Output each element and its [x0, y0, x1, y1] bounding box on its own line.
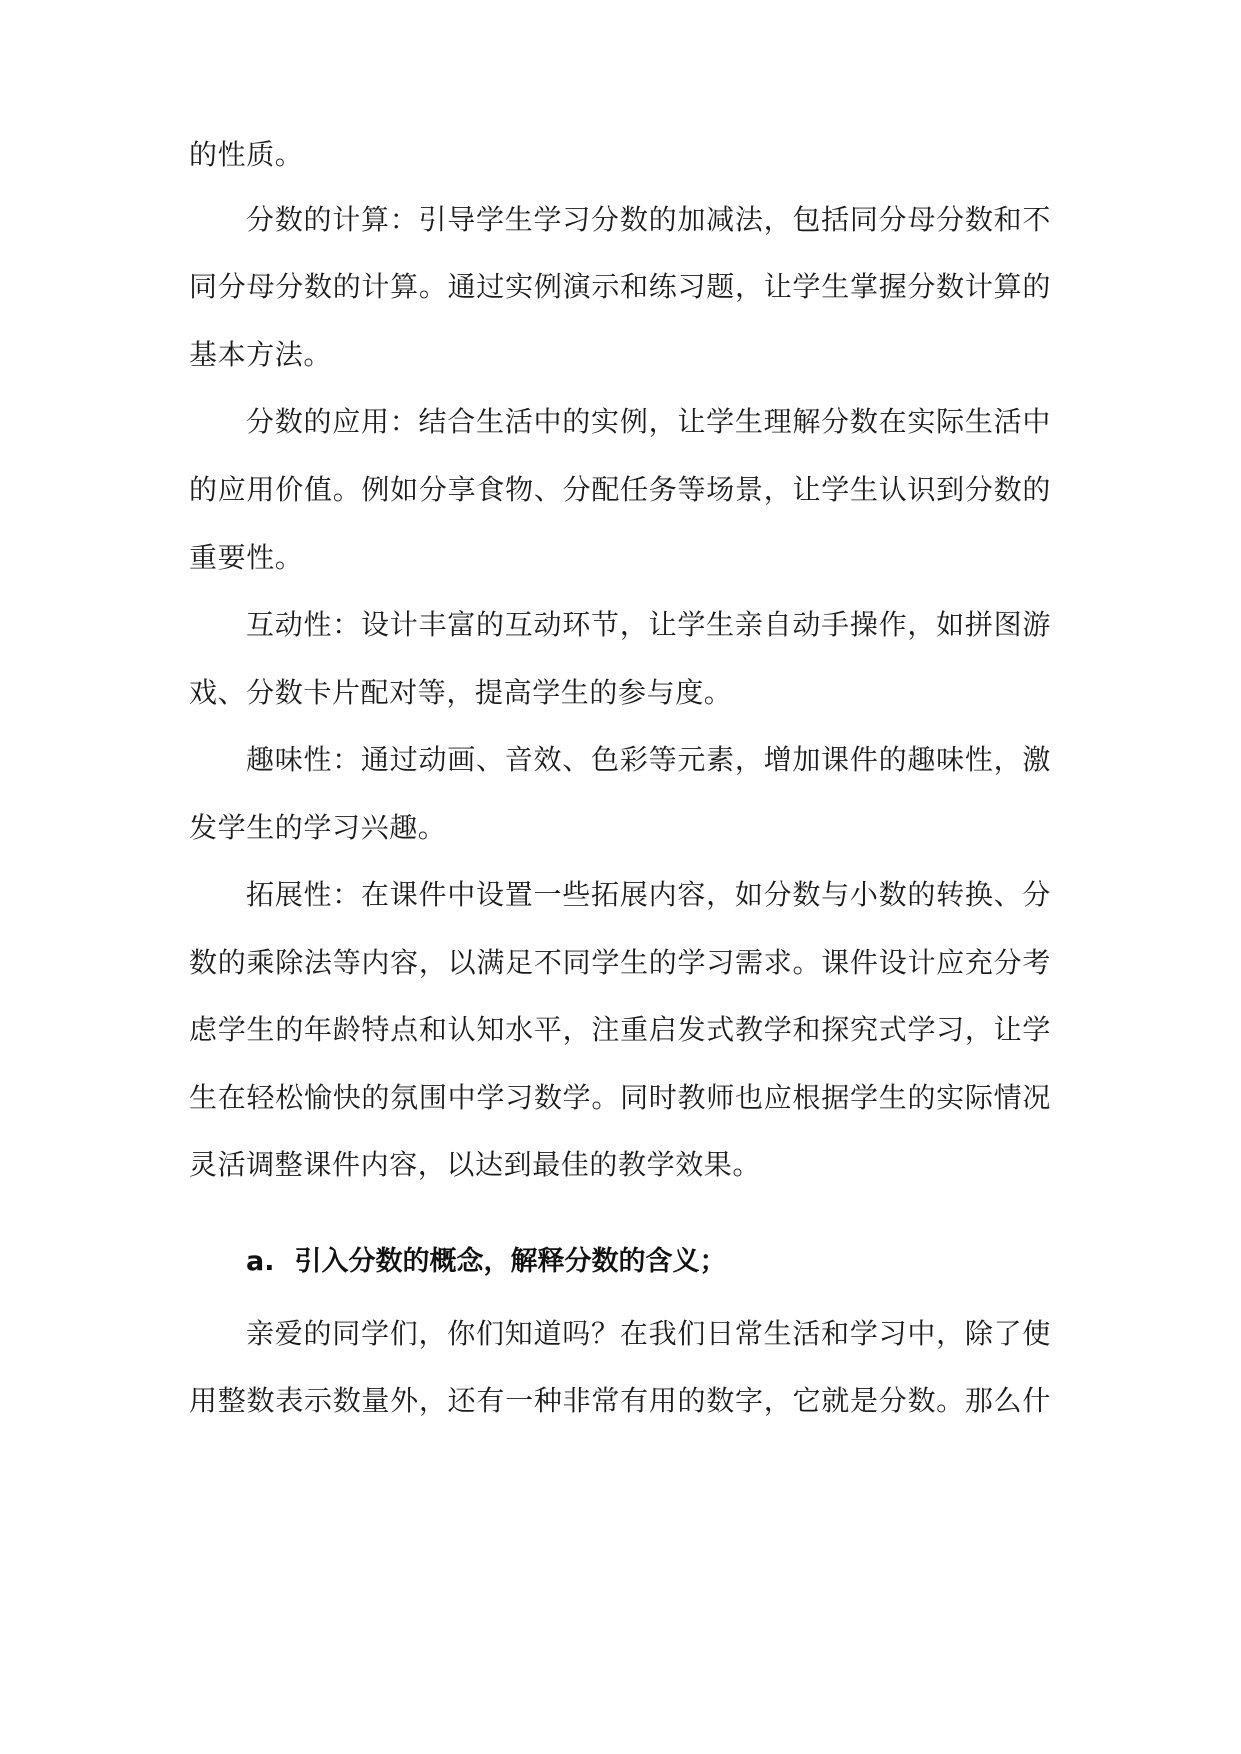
paragraph-line: 亲爱的同学们，你们知道吗？在我们日常生活和学习中，除了使	[246, 1317, 1051, 1350]
paragraph-line: 的性质。	[189, 138, 304, 171]
paragraph-line: 虑学生的年龄特点和认知水平，注重启发式教学和探究式学习，让学	[189, 1013, 1051, 1046]
paragraph-line: 分数的计算：引导学生学习分数的加减法，包括同分母分数和不	[246, 203, 1051, 236]
paragraph-line: 数的乘除法等内容，以满足不同学生的学习需求。课件设计应充分考	[189, 946, 1051, 979]
paragraph-line: 互动性：设计丰富的互动环节，让学生亲自动手操作，如拼图游	[246, 608, 1051, 641]
paragraph-line: 用整数表示数量外，还有一种非常有用的数字，它就是分数。那么什	[189, 1384, 1051, 1417]
paragraph-line: 同分母分数的计算。通过实例演示和练习题，让学生掌握分数计算的	[189, 270, 1051, 303]
paragraph-line: 分数的应用：结合生活中的实例，让学生理解分数在实际生活中	[246, 405, 1051, 438]
paragraph-line: 发学生的学习兴趣。	[189, 811, 447, 844]
paragraph-line: 趣味性：通过动画、音效、色彩等元素，增加课件的趣味性，激	[246, 743, 1051, 776]
paragraph-line: 灵活调整课件内容，以达到最佳的教学效果。	[189, 1148, 762, 1181]
heading-text: 引入分数的概念，解释分数的含义；	[294, 1246, 727, 1277]
paragraph-line: 基本方法。	[189, 338, 333, 371]
paragraph-line: 生在轻松愉快的氛围中学习数学。同时教师也应根据学生的实际情况	[189, 1081, 1051, 1114]
paragraph-line: 的应用价值。例如分享食物、分配任务等场景，让学生认识到分数的	[189, 473, 1051, 506]
section-heading	[246, 1244, 1051, 1280]
paragraph-line: 拓展性：在课件中设置一些拓展内容，如分数与小数的转换、分	[246, 878, 1051, 911]
paragraph-line: 重要性。	[189, 541, 304, 574]
paragraph-line: 戏、分数卡片配对等，提高学生的参与度。	[189, 676, 733, 709]
list-marker: a.	[246, 1246, 275, 1277]
